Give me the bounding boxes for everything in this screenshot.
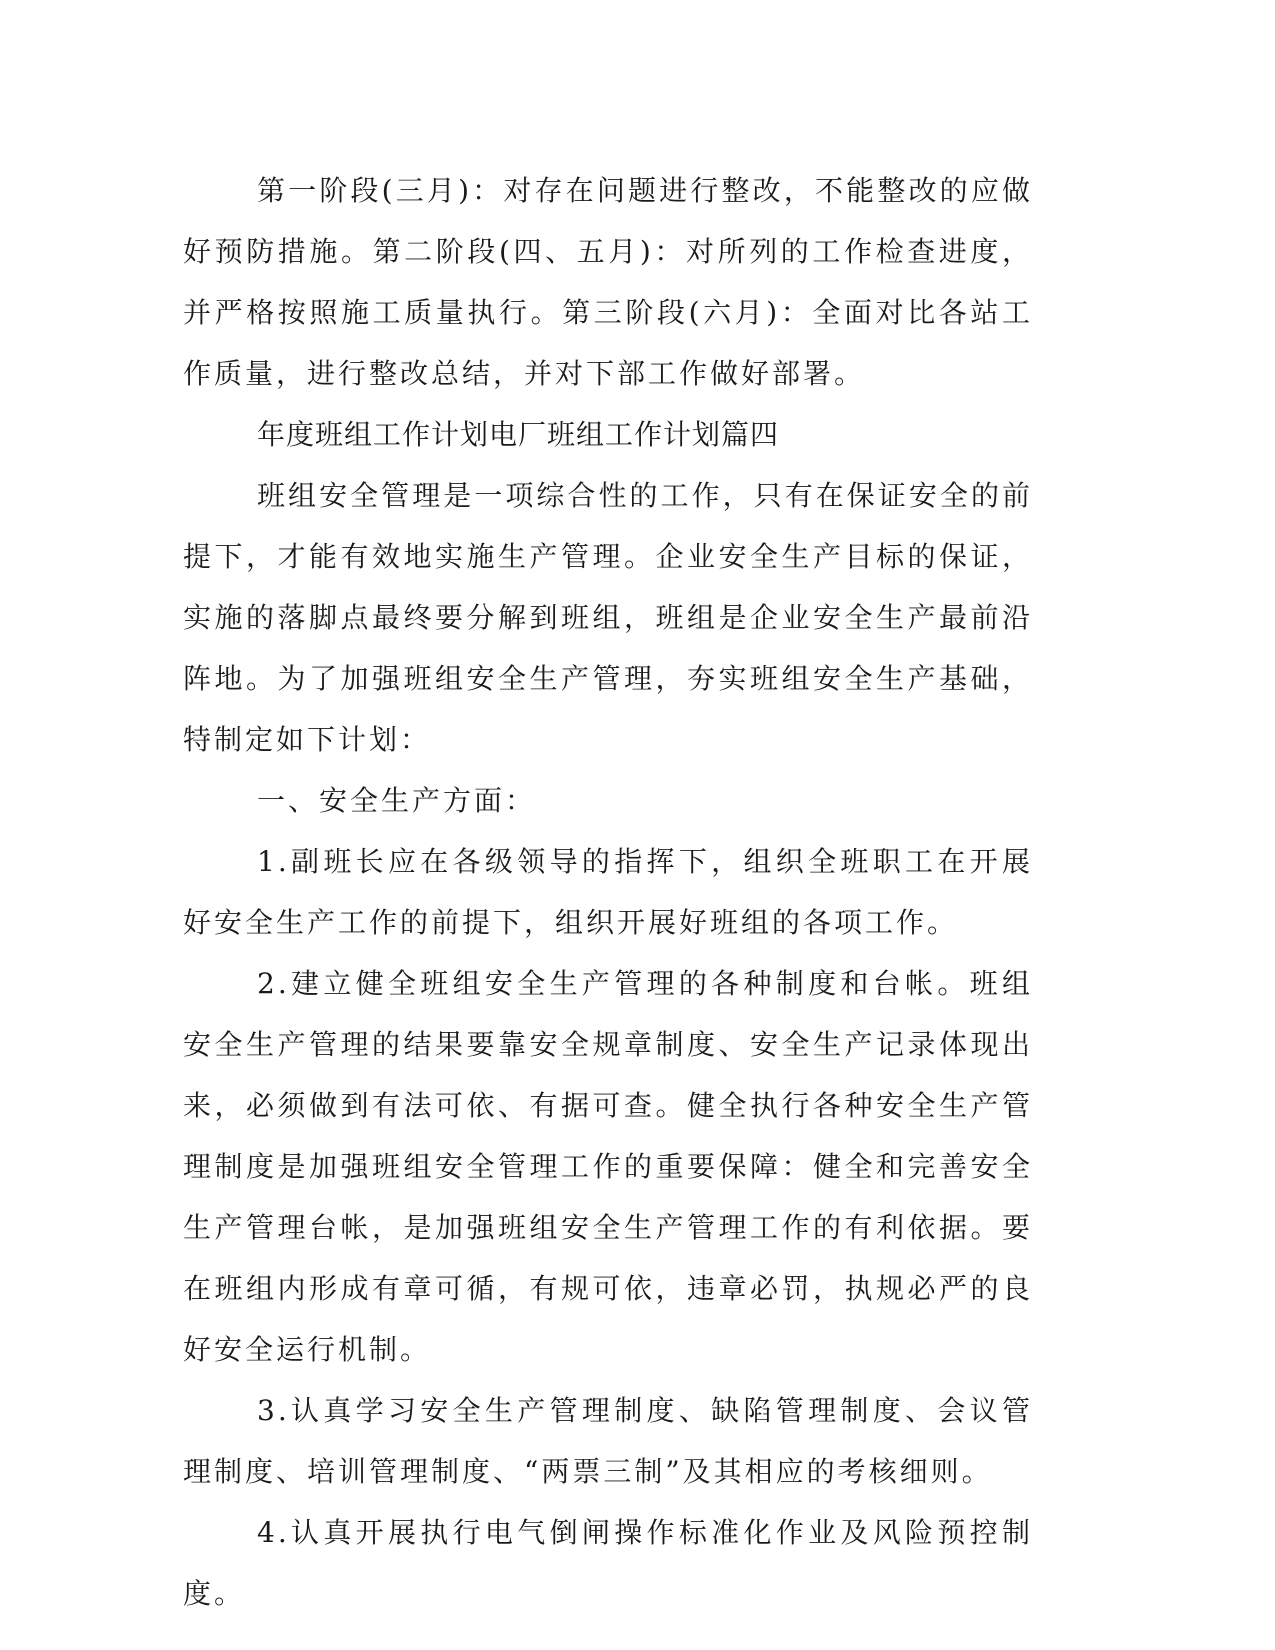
paragraph-stage-plan: 第一阶段(三月)：对存在问题进行整改，不能整改的应做好预防措施。第二阶段(四、五月)：对所列的工作检查进度，并严格按照施工质量执行。第三阶段(六月)：全面对比各站工作质量，进行整改总结，并对下部工作做好部署。 xyxy=(183,174,1033,390)
document-body xyxy=(183,160,1033,1624)
list-item-2: 2.建立健全班组安全生产管理的各种制度和台帐。班组安全生产管理的结果要靠安全规章制度、安全生产记录体现出来，必须做到有法可依、有据可查。健全执行各种安全生产管理制度是加强班组安全管理工作的重要保障：健全和完善安全生产管理台帐，是加强班组安全生产管理工作的有利依据。要在班组内形成有章可循，有规可依，违章必罚，执规必严的良好安全运行机制。 xyxy=(183,967,1033,1366)
list-item-1: 1.副班长应在各级领导的指挥下，组织全班职工在开展好安全生产工作的前提下，组织开展好班组的各项工作。 xyxy=(183,845,1033,939)
subheading-safety: 一、安全生产方面： xyxy=(257,784,537,817)
list-item-4: 4.认真开展执行电气倒闸操作标准化作业及风险预控制度。 xyxy=(183,1516,1033,1610)
paragraph-intro: 班组安全管理是一项综合性的工作，只有在保证安全的前提下，才能有效地实施生产管理。企业安全生产目标的保证，实施的落脚点最终要分解到班组，班组是企业安全生产最前沿阵地。为了加强班组安全生产管理，夯实班组安全生产基础，特制定如下计划： xyxy=(183,479,1033,756)
section-heading: 年度班组工作计划电厂班组工作计划篇四 xyxy=(257,418,780,451)
list-item-3: 3.认真学习安全生产管理制度、缺陷管理制度、会议管理制度、培训管理制度、“两票三制”及其相应的考核细则。 xyxy=(183,1394,1033,1488)
